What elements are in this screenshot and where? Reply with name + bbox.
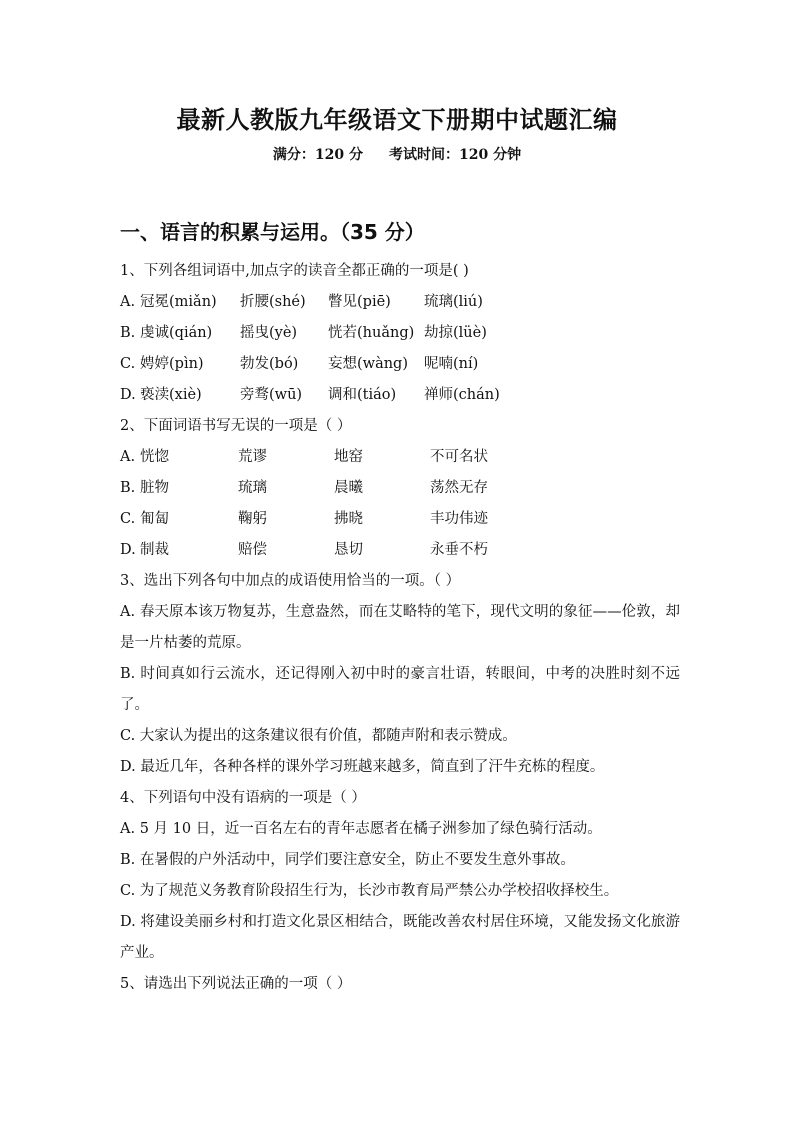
questions [120, 256, 680, 1000]
question-4-option-d [120, 907, 680, 969]
option-text: 5 月 10 日，近一百名左右的青年志愿者在橘子洲参加了绿色骑行活动。 [139, 821, 602, 837]
option-label: B. [120, 666, 136, 682]
option-item: 荡然无存 [430, 480, 488, 496]
question-1-option-a [120, 287, 680, 318]
option-item: 恳切 [334, 542, 363, 558]
option-label: B. [120, 480, 136, 496]
question-3-option-c [120, 721, 680, 752]
option-item: 劫掠(lüè) [424, 325, 487, 341]
option-item: 脏物 [140, 480, 169, 496]
document-title: 最新人教版九年级语文下册期中试题汇编 [176, 105, 618, 134]
question-2-option-c [120, 504, 680, 535]
option-item: 琉璃(liú) [424, 294, 483, 310]
exam-info [0, 144, 794, 164]
question-2-stem: 2、下面词语书写无误的一项是（ ） [120, 418, 352, 434]
option-item: 丰功伟迹 [430, 511, 488, 527]
option-item: 鞠躬 [238, 511, 267, 527]
option-item: 折腰(shé) [240, 294, 306, 310]
question-1-option-d [120, 380, 680, 411]
option-text: 大家认为提出的这条建议很有价值，都随声附和表示赞成。 [139, 728, 517, 744]
option-item: 恍惚 [140, 449, 169, 465]
question-4-option-c [120, 876, 680, 907]
question-4-option-a [120, 814, 680, 845]
option-text: 为了规范义务教育阶段招生行为，长沙市教育局严禁公办学校招收择校生。 [139, 883, 619, 899]
option-text: 春天原本该万物复苏，生意盎然，而在艾略特的笔下，现代文明的象征——伦敦，却是一片枯萎的荒原。 [120, 604, 681, 651]
option-label: D. [120, 387, 136, 403]
option-item: 亵渎(xiè) [140, 387, 202, 403]
section-heading: 一、语言的积累与运用。（35 分） [120, 220, 425, 244]
question-3-option-d [120, 752, 680, 783]
option-label: C. [120, 728, 136, 744]
option-text: 将建设美丽乡村和打造文化景区相结合，既能改善农村居住环境，又能发扬文化旅游产业。 [120, 914, 681, 961]
question-5-stem: 5、请选出下列说法正确的一项（ ） [120, 976, 352, 992]
option-label: D. [120, 914, 136, 930]
option-item: 恍若(huǎng) [328, 325, 415, 341]
option-item: 拂晓 [334, 511, 363, 527]
question-2-option-a [120, 442, 680, 473]
option-item: 旁骛(wū) [240, 387, 303, 403]
question-1-stem: 1、下列各组词语中,加点字的读音全都正确的一项是( ) [120, 263, 469, 279]
option-item: 呢喃(ní) [424, 356, 479, 372]
option-label: A. [120, 449, 136, 465]
option-item: 冠冕(miǎn) [140, 294, 217, 310]
option-item: 调和(tiáo) [328, 387, 397, 403]
question-1-option-b [120, 318, 680, 349]
option-item: 不可名状 [430, 449, 488, 465]
option-text: 在暑假的户外活动中，同学们要注意安全，防止不要发生意外事故。 [139, 852, 575, 868]
time-info: 考试时间：120 分钟 [389, 147, 522, 163]
option-item: 地窑 [334, 449, 363, 465]
option-item: 晨曦 [334, 480, 363, 496]
option-label: B. [120, 325, 136, 341]
option-label: B. [120, 852, 136, 868]
score-info: 满分：120 分 [272, 147, 363, 163]
option-item: 荒谬 [238, 449, 267, 465]
question-1-option-c [120, 349, 680, 380]
option-label: A. [120, 821, 136, 837]
option-item: 匍匐 [140, 511, 169, 527]
option-item: 琉璃 [238, 480, 267, 496]
question-4-option-b [120, 845, 680, 876]
option-item: 摇曳(yè) [240, 325, 298, 341]
question-2-option-d [120, 535, 680, 566]
question-3-option-b [120, 659, 680, 721]
option-label: A. [120, 294, 136, 310]
option-item: 瞥见(piē) [328, 294, 391, 310]
option-item: 禅师(chán) [424, 387, 500, 403]
option-item: 赔偿 [238, 542, 267, 558]
option-item: 娉婷(pìn) [140, 356, 204, 372]
question-3-option-a [120, 597, 680, 659]
option-text: 最近几年，各种各样的课外学习班越来越多，简直到了汗牛充栋的程度。 [140, 759, 605, 775]
option-text: 时间真如行云流水，还记得刚入初中时的豪言壮语，转眼间，中考的决胜时刻不远了。 [120, 666, 681, 713]
option-label: D. [120, 542, 136, 558]
question-3-stem: 3、选出下列各句中加点的成语使用恰当的一项。（ ） [120, 573, 461, 589]
option-item: 永垂不朽 [430, 542, 488, 558]
option-item: 勃发(bó) [240, 356, 299, 372]
option-label: C. [120, 883, 136, 899]
question-2-option-b [120, 473, 680, 504]
option-label: A. [120, 604, 136, 620]
option-label: C. [120, 356, 136, 372]
option-label: C. [120, 511, 136, 527]
option-item: 制裁 [140, 542, 169, 558]
option-item: 妄想(wàng) [328, 356, 408, 372]
option-label: D. [120, 759, 136, 775]
option-item: 虔诚(qián) [140, 325, 213, 341]
question-4-stem: 4、下列语句中没有语病的一项是（ ） [120, 790, 366, 806]
